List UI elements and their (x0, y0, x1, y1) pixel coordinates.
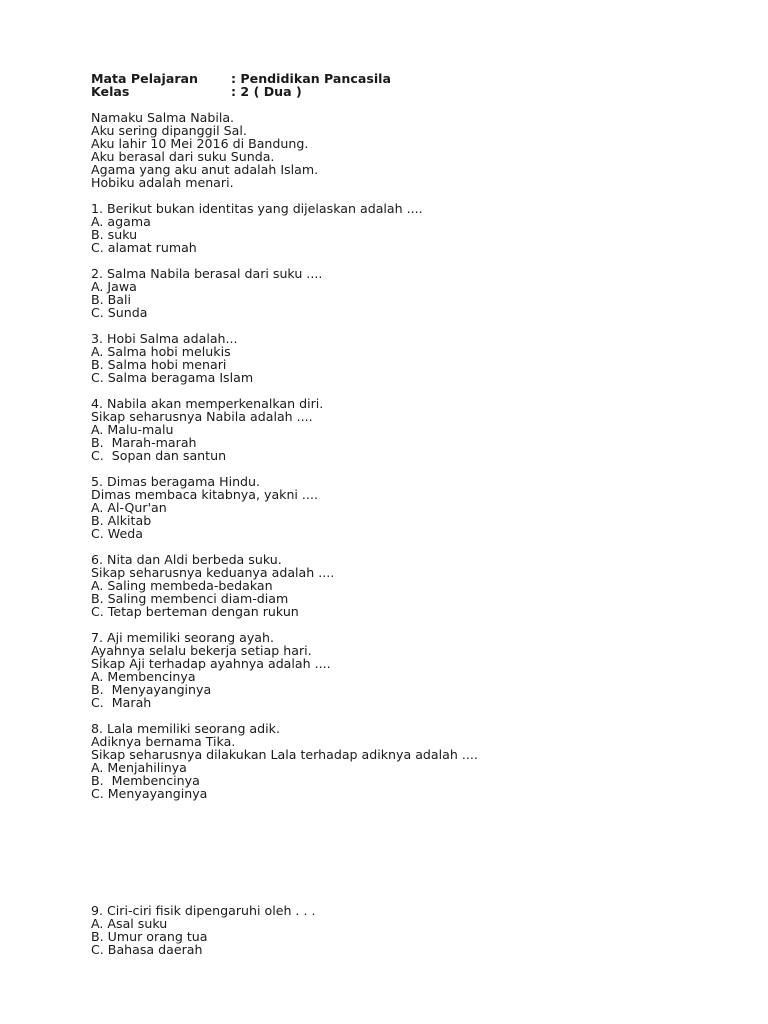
answer-option: C. Salma beragama Islam (91, 370, 254, 385)
answer-option: C. Menyayanginya (91, 786, 208, 801)
answer-option: A. Al-Qur'an (91, 500, 167, 515)
intro-line: Hobiku adalah menari. (91, 175, 234, 190)
answer-option: A. Malu-malu (91, 422, 174, 437)
answer-option: A. Membencinya (91, 669, 196, 684)
answer-option: C. Sunda (91, 305, 148, 320)
answer-option: C. Tetap berteman dengan rukun (91, 604, 299, 619)
question-text: Sikap Aji terhadap ayahnya adalah .... (91, 656, 331, 671)
question-item (91, 631, 731, 709)
header-block (91, 72, 731, 98)
question-item (91, 202, 731, 254)
answer-option: A. Asal suku (91, 916, 168, 931)
answer-option: A. Salma hobi melukis (91, 344, 231, 359)
question-text: 2. Salma Nabila berasal dari suku .... (91, 266, 323, 281)
question-text: Adiknya bernama Tika. (91, 734, 236, 749)
answer-option: B. suku (91, 227, 138, 242)
subject-row (91, 72, 731, 85)
intro-line: Aku berasal dari suku Sunda. (91, 149, 275, 164)
question-text: 9. Ciri-ciri fisik dipengaruhi oleh . . . (91, 903, 316, 918)
question-item (91, 904, 731, 956)
class-row (91, 85, 731, 98)
answer-option: A. Menjahilinya (91, 760, 187, 775)
question-item (91, 553, 731, 618)
question-text: 7. Aji memiliki seorang ayah. (91, 630, 274, 645)
question-item (91, 267, 731, 319)
answer-option: C. Sopan dan santun (91, 448, 227, 463)
question-text: 1. Berikut bukan identitas yang dijelaskan adalah .... (91, 201, 423, 216)
class-value: : 2 ( Dua ) (231, 84, 302, 99)
question-item (91, 722, 731, 800)
question-text: 3. Hobi Salma adalah... (91, 331, 238, 346)
answer-option: B. Salma hobi menari (91, 357, 227, 372)
answer-option: A. agama (91, 214, 151, 229)
question-text: Dimas membaca kitabnya, yakni .... (91, 487, 318, 502)
answer-option: A. Saling membeda-bedakan (91, 578, 273, 593)
answer-option: B. Membencinya (91, 773, 200, 788)
blank-space (91, 800, 731, 891)
answer-option: B. Bali (91, 292, 132, 307)
subject-value: : Pendidikan Pancasila (231, 71, 391, 86)
intro-line: Aku sering dipanggil Sal. (91, 123, 247, 138)
question-text: Sikap seharusnya Nabila adalah .... (91, 409, 313, 424)
question-text: 5. Dimas beragama Hindu. (91, 474, 261, 489)
question-text: 6. Nita dan Aldi berbeda suku. (91, 552, 282, 567)
class-label: Kelas (91, 84, 130, 99)
question-item (91, 397, 731, 462)
question-text: 4. Nabila akan memperkenalkan diri. (91, 396, 324, 411)
answer-option: A. Jawa (91, 279, 137, 294)
question-text: Ayahnya selalu bekerja setiap hari. (91, 643, 312, 658)
answer-option: B. Marah-marah (91, 435, 197, 450)
question-text: 8. Lala memiliki seorang adik. (91, 721, 280, 736)
answer-option: B. Saling membenci diam-diam (91, 591, 289, 606)
intro-line: Agama yang aku anut adalah Islam. (91, 162, 319, 177)
answer-option: B. Menyayanginya (91, 682, 212, 697)
intro-paragraph (91, 111, 731, 189)
question-text: Sikap seharusnya keduanya adalah .... (91, 565, 335, 580)
answer-option: C. alamat rumah (91, 240, 197, 255)
answer-option: C. Marah (91, 695, 152, 710)
question-item (91, 332, 731, 384)
subject-label: Mata Pelajaran (91, 71, 199, 86)
worksheet-document (91, 72, 731, 956)
answer-option: B. Alkitab (91, 513, 152, 528)
question-list (91, 202, 731, 956)
intro-line: Namaku Salma Nabila. (91, 110, 235, 125)
question-item (91, 475, 731, 540)
intro-line: Aku lahir 10 Mei 2016 di Bandung. (91, 136, 309, 151)
question-text: Sikap seharusnya dilakukan Lala terhadap adiknya adalah .... (91, 747, 478, 762)
answer-option: B. Umur orang tua (91, 929, 208, 944)
answer-option: C. Weda (91, 526, 143, 541)
answer-option: C. Bahasa daerah (91, 942, 203, 957)
